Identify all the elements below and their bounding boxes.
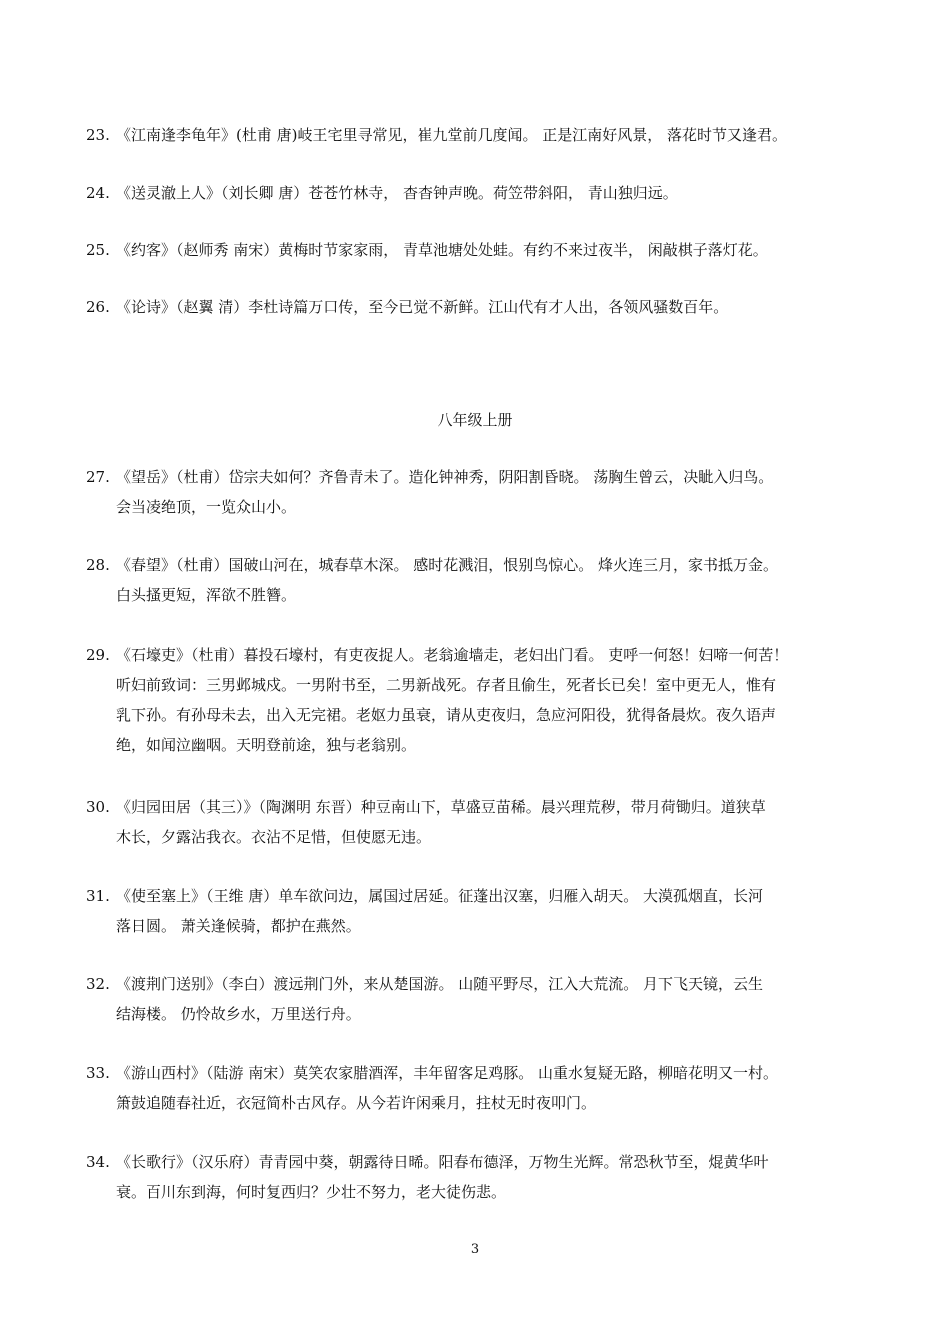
entry-line: 听妇前致词：三男邺城戍。一男附书至，二男新战死。存者且偷生，死者长已矣！室中更无人，惟有	[116, 676, 777, 694]
entry-number: 29.	[86, 646, 110, 664]
entry-line: 《送灵澈上人》（刘长卿 唐）苍苍竹林寺， 杳杳钟声晚。荷笠带斜阳， 青山独归远。	[116, 184, 678, 202]
entry-number: 33.	[86, 1064, 110, 1082]
entry-line: 《春望》（杜甫）国破山河在，城春草木深。 感时花溅泪，恨别鸟惊心。 烽火连三月，家书抵万金。	[116, 556, 779, 574]
entry-line: 结海楼。 仍怜故乡水，万里送行舟。	[116, 1005, 361, 1023]
entry-line: 落日圆。 萧关逢候骑，都护在燕然。	[116, 917, 361, 935]
entry-number: 34.	[86, 1153, 110, 1171]
poem-entry-24	[86, 178, 886, 208]
entry-line: 《归园田居（其三）》（陶渊明 东晋）种豆南山下，草盛豆苗稀。晨兴理荒秽，带月荷锄归。道狭草	[116, 798, 766, 816]
section-heading: 八年级上册	[437, 411, 513, 429]
entry-line: 木长，夕露沾我衣。衣沾不足惜，但使愿无违。	[116, 828, 432, 846]
poem-entry-29	[86, 640, 886, 760]
entry-line: 《渡荆门送别》（李白）渡远荆门外，来从楚国游。 山随平野尽，江入大荒流。 月下飞天镜，云生	[116, 975, 764, 993]
entry-line: 《江南逢李龟年》(杜甫 唐)岐王宅里寻常见，崔九堂前几度闻。 正是江南好风景， 落花时节又逢君。	[116, 126, 788, 144]
poem-entry-34	[86, 1147, 886, 1207]
entry-number: 30.	[86, 798, 110, 816]
entry-number: 23.	[86, 126, 110, 144]
poem-entry-28	[86, 550, 886, 610]
page-number: 3	[470, 1242, 480, 1257]
entry-line: 《望岳》（杜甫）岱宗夫如何？齐鲁青未了。造化钟神秀，阴阳割昏晓。 荡胸生曾云，决眦入归鸟。	[116, 468, 774, 486]
entry-number: 25.	[86, 241, 110, 259]
entry-line: 衰。百川东到海，何时复西归？少壮不努力，老大徒伤悲。	[116, 1183, 507, 1201]
entry-number: 26.	[86, 298, 110, 316]
poem-entry-33	[86, 1058, 886, 1118]
entry-line: 《约客》（赵师秀 南宋）黄梅时节家家雨， 青草池塘处处蛙。有约不来过夜半， 闲敲棋子落灯花。	[116, 241, 768, 259]
poem-entry-23	[86, 120, 886, 150]
entry-line: 《长歌行》（汉乐府）青青园中葵，朝露待日晞。阳春布德泽，万物生光辉。常恐秋节至，焜黄华叶	[116, 1153, 769, 1171]
entry-line: 箫鼓追随春社近，衣冠简朴古风存。从今若许闲乘月，拄杖无时夜叩门。	[116, 1094, 597, 1112]
poem-entry-31	[86, 881, 886, 941]
entry-line: 《石壕吏》（杜甫）暮投石壕村，有吏夜捉人。老翁逾墙走，老妇出门看。 吏呼一何怒！妇啼一何苦！	[116, 646, 789, 664]
entry-line: 《游山西村》（陆游 南宋）莫笑农家腊酒浑，丰年留客足鸡豚。 山重水复疑无路，柳暗花明又一村。	[116, 1064, 779, 1082]
entry-line: 《使至塞上》（王维 唐）单车欲问边，属国过居延。征蓬出汉塞，归雁入胡天。 大漠孤烟直，长河	[116, 887, 764, 905]
poem-entry-30	[86, 792, 886, 852]
poem-entry-27	[86, 462, 886, 522]
entry-line: 白头搔更短，浑欲不胜簪。	[116, 586, 297, 604]
poem-entry-32	[86, 969, 886, 1029]
poem-entry-25	[86, 235, 886, 265]
entry-number: 28.	[86, 556, 110, 574]
entry-number: 31.	[86, 887, 110, 905]
entry-line: 绝，如闻泣幽咽。天明登前途，独与老翁别。	[116, 736, 417, 754]
poem-entry-26	[86, 292, 886, 322]
entry-line: 乳下孙。有孙母未去，出入无完裙。老妪力虽衰，请从吏夜归，急应河阳役，犹得备晨炊。夜久语声	[116, 706, 777, 724]
entry-number: 24.	[86, 184, 110, 202]
entry-line: 会当凌绝顶，一览众山小。	[116, 498, 297, 516]
entry-number: 32.	[86, 975, 110, 993]
entry-line: 《论诗》（赵翼 清）李杜诗篇万口传，至今已觉不新鲜。江山代有才人出，各领风骚数百年。	[116, 298, 729, 316]
entry-number: 27.	[86, 468, 110, 486]
